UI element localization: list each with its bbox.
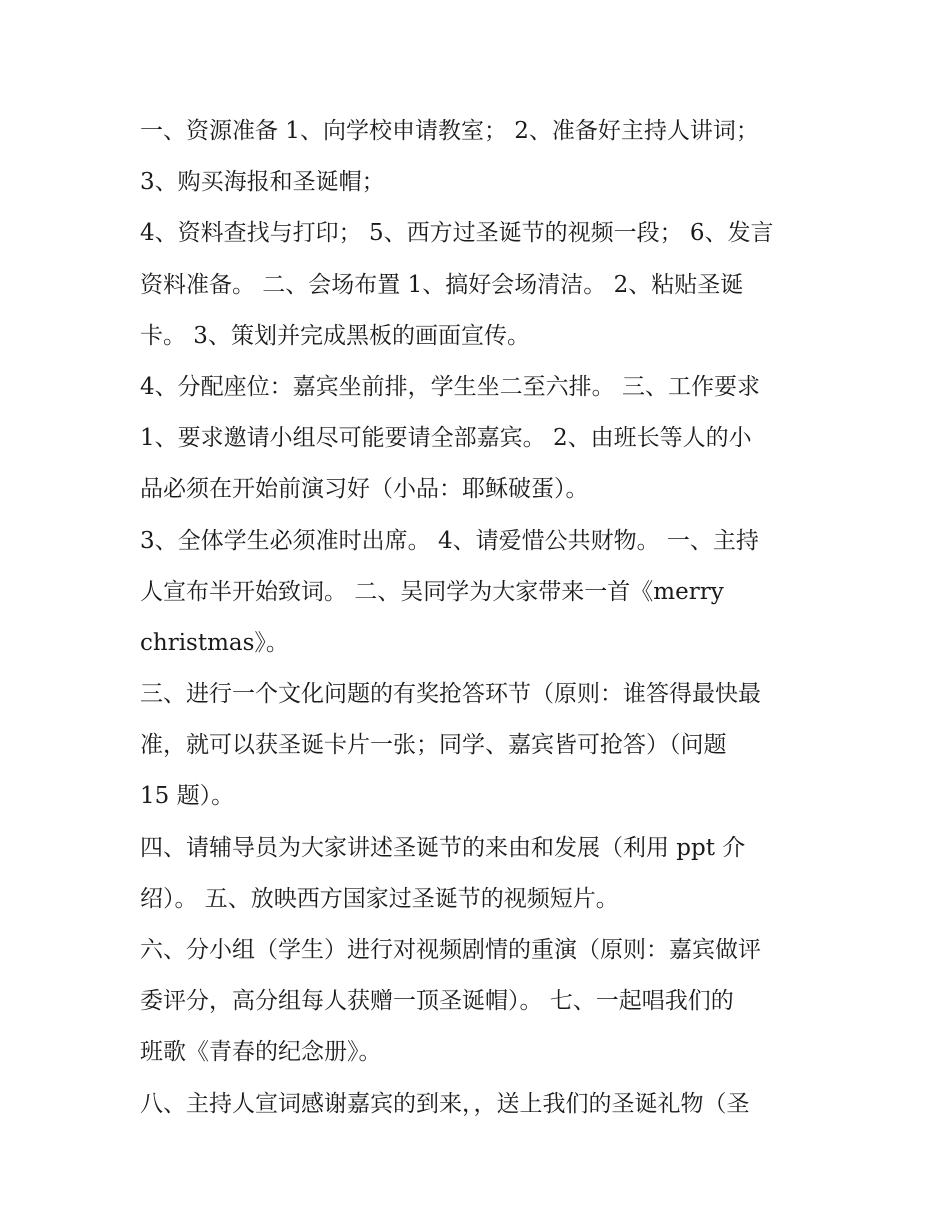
text-line: 四、请辅导员为大家讲述圣诞节的来由和发展（利用 ppt 介 [140,834,746,861]
text-line: 六、分小组（学生）进行对视频剧情的重演（原则：嘉宾做评 [140,937,761,963]
text-line: 绍）。 五、放映西方国家过圣诞节的视频短片。 [140,885,619,912]
text-line: 卡。 3、策划并完成黑板的画面宣传。 [140,322,530,349]
text-line: 3、购买海报和圣诞帽； [140,169,385,196]
text-line: 资料准备。 二、会场布置 1、搞好会场清洁。 2、粘贴圣诞 [140,271,744,298]
text-line: 委评分，高分组每人获赠一顶圣诞帽）。 七、一起唱我们的 [140,988,734,1015]
text-line: 3、全体学生必须准时出席。 4、请爱惜公共财物。 一、主持 [140,527,759,554]
text-line: 15 题）。 [140,783,235,810]
text-line: 班歌《青春的纪念册》。 [140,1039,382,1066]
text-line: 一、资源准备 1、向学校申请教室； 2、准备好主持人讲词； [140,118,759,144]
text-line: 1、要求邀请小组尽可能要请全部嘉宾。 2、由班长等人的小 [140,425,752,452]
text-line: christmas》。 [140,629,289,656]
text-line: 八、主持人宣词感谢嘉宾的到来，，送上我们的圣诞礼物（圣 [140,1090,750,1117]
text-line: 4、资料查找与打印； 5、西方过圣诞节的视频一段； 6、发言 [140,220,774,247]
text-line: 人宣布半开始致词。 二、吴同学为大家带来一首《merry [140,578,724,605]
text-line: 三、进行一个文化问题的有奖抢答环节（原则：谁答得最快最 [140,681,761,708]
text-line: 准，就可以获圣诞卡片一张；同学、嘉宾皆可抢答）（问题 [140,732,727,759]
text-line: 4、分配座位：嘉宾坐前排，学生坐二至六排。 三、工作要求 [140,373,760,400]
document-body [140,106,820,1130]
text-line: 品必须在开始前演习好（小品：耶稣破蛋）。 [140,476,589,503]
